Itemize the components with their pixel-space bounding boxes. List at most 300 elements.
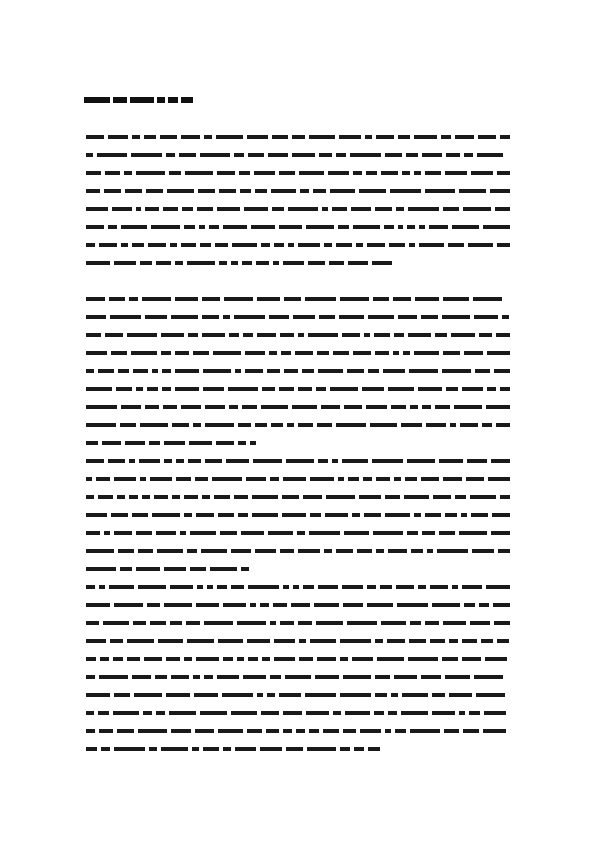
text-word [261,405,288,409]
text-word [113,657,123,661]
text-word [430,585,448,589]
text-word [131,351,158,355]
text-line [86,164,514,182]
text-word [167,189,194,193]
text-word [86,513,107,517]
text-word [298,621,312,625]
text-word [324,243,332,247]
title-word [113,97,127,103]
text-word [491,531,510,535]
text-word [262,657,270,661]
text-word [192,747,199,751]
text-word [407,459,435,463]
text-word [255,189,267,193]
text-word [287,423,294,427]
text-word [251,225,275,229]
text-word [187,261,215,265]
text-word [490,189,510,193]
text-word [125,189,143,193]
text-word [387,639,405,643]
text-word [161,333,184,337]
text-word [120,423,137,427]
text-word [140,423,168,427]
text-word [469,711,480,715]
text-word [388,387,414,391]
text-word [188,459,201,463]
text-word [396,207,404,211]
text-line [86,434,514,452]
text-word [269,315,289,319]
text-word [281,351,291,355]
text-word [430,639,445,643]
text-word [86,297,105,301]
text-word [332,207,347,211]
text-word [318,585,338,589]
text-word [247,135,268,139]
text-word [261,243,270,247]
text-word [164,441,185,445]
text-word [385,729,391,733]
text-word [497,243,510,247]
text-word [188,333,198,337]
text-line [86,704,514,722]
text-word [201,549,227,553]
text-word [136,531,153,535]
text-word [136,171,166,175]
text-word [149,441,160,445]
text-line [86,344,514,362]
text-word [292,153,315,157]
text-word [134,693,162,697]
text-word [347,621,378,625]
text-word [241,567,249,571]
text-word [491,459,510,463]
text-line [86,470,514,488]
text-word [449,639,458,643]
text-word [398,315,417,319]
text-word [124,171,132,175]
text-word [375,639,383,643]
text-word [104,189,121,193]
text-word [269,351,277,355]
text-word [138,549,153,553]
text-word [479,603,489,607]
text-word [172,423,189,427]
text-word [298,333,304,337]
text-word [393,297,411,301]
text-word [86,657,96,661]
text-word [86,333,101,337]
text-word [150,621,166,625]
text-word [217,171,235,175]
text-word [114,477,136,481]
text-line [86,506,514,524]
text-word [156,261,171,265]
text-word [446,153,460,157]
text-word [136,567,160,571]
text-word [252,513,278,517]
text-word [196,657,219,661]
text-word [200,711,227,715]
text-word [255,549,276,553]
text-word [313,189,326,193]
text-word [305,297,336,301]
text-word [86,441,98,445]
text-word [448,243,465,247]
text-word [121,405,142,409]
text-word [445,675,470,679]
text-word [410,405,418,409]
text-word [398,225,404,229]
text-word [175,261,183,265]
text-word [303,585,314,589]
text-word [309,135,335,139]
text-word [99,585,105,589]
text-word [242,261,252,265]
text-word [303,495,322,499]
text-line [86,398,514,416]
text-word [342,585,363,589]
text-line [86,182,514,200]
text-word [343,603,364,607]
text-word [363,477,372,481]
text-word [160,135,177,139]
text-word [246,477,267,481]
text-word [204,621,233,625]
text-word [157,549,183,553]
text-word [86,747,97,751]
text-word [427,549,433,553]
text-word [268,153,288,157]
text-word [86,351,107,355]
text-word [409,243,415,247]
text-word [443,621,467,625]
text-word [459,189,487,193]
text-word [462,387,483,391]
text-word [476,693,505,697]
text-word [432,603,461,607]
text-word [200,243,211,247]
text-word [86,585,95,589]
text-word [471,171,493,175]
text-word [142,297,171,301]
text-line [86,254,514,272]
text-word [353,351,372,355]
text-word [410,621,421,625]
text-word [297,531,305,535]
text-word [468,243,493,247]
text-word [419,243,444,247]
paragraph-gap [86,272,514,290]
text-word [293,585,299,589]
text-word [86,567,116,571]
text-word [385,513,410,517]
text-word [151,225,180,229]
text-word [414,135,437,139]
text-word [187,639,214,643]
text-word [144,657,162,661]
text-word [150,477,172,481]
text-word [179,153,196,157]
text-word [271,423,283,427]
text-word [479,333,492,337]
text-word [152,513,180,517]
text-word [234,315,265,319]
text-word [374,711,384,715]
text-word [86,459,104,463]
text-word [336,153,346,157]
text-word [222,693,253,697]
text-word [127,333,158,337]
text-word [146,189,163,193]
text-word [257,333,276,337]
text-word [202,495,210,499]
text-word [244,207,269,211]
text-word [366,171,377,175]
text-word [405,477,417,481]
text-word [162,369,171,373]
text-word [422,531,435,535]
title-word [84,97,110,103]
text-word [270,621,276,625]
text-word [462,585,482,589]
text-word [401,711,428,715]
text-word [145,405,159,409]
text-word [215,243,228,247]
text-word [256,261,269,265]
text-word [408,207,439,211]
text-word [496,423,510,427]
text-word [100,657,109,661]
text-word [220,531,237,535]
text-word [478,135,496,139]
text-word [142,495,151,499]
text-word [319,315,335,319]
text-word [199,225,205,229]
text-word [415,297,439,301]
text-word [450,423,457,427]
text-word [238,513,249,517]
text-word [425,189,455,193]
text-word [336,549,353,553]
text-word [86,729,95,733]
text-word [279,225,302,229]
text-word [228,387,259,391]
text-word [467,459,487,463]
text-word [474,675,503,679]
text-word [205,423,234,427]
text-word [114,603,144,607]
text-word [231,261,238,265]
text-line [86,146,514,164]
text-word [485,657,507,661]
text-word [443,351,460,355]
text-word [443,477,462,481]
text-word [367,243,385,247]
text-word [216,135,244,139]
text-word [108,135,128,139]
text-word [140,261,152,265]
text-word [366,405,387,409]
text-word [459,711,465,715]
text-word [105,333,123,337]
text-word [133,621,147,625]
text-word [477,153,503,157]
text-word [298,387,312,391]
text-word [238,423,252,427]
text-word [99,243,117,247]
text-word [110,639,123,643]
text-word [86,477,92,481]
text-word [170,243,177,247]
text-word [338,225,349,229]
text-word [380,585,392,589]
text-word [292,405,317,409]
title-word [168,97,178,103]
text-word [181,135,200,139]
text-word [110,315,141,319]
text-word [455,495,467,499]
text-word [86,261,110,265]
text-word [300,189,309,193]
text-word [318,369,343,373]
text-word [286,747,303,751]
text-word [375,693,387,697]
text-word [245,351,265,355]
text-word [296,729,305,733]
text-word [283,729,292,733]
text-word [292,135,305,139]
text-line [86,290,514,308]
text-word [111,513,128,517]
text-word [368,747,380,751]
text-word [164,459,172,463]
text-word [169,711,196,715]
text-word [231,549,251,553]
text-word [223,225,247,229]
text-word [176,459,184,463]
text-word [111,351,127,355]
text-word [172,495,180,499]
text-word [404,495,429,499]
text-word [205,459,222,463]
text-word [345,711,370,715]
text-line [86,326,514,344]
text-word [217,207,240,211]
text-word [352,657,373,661]
text-word [340,639,371,643]
text-word [464,153,473,157]
text-line [86,650,514,668]
text-word [317,351,329,355]
text-word [156,711,165,715]
text-word [114,693,130,697]
text-word [86,531,100,535]
text-word [307,747,336,751]
text-word [237,621,267,625]
text-word [321,405,340,409]
text-word [462,657,481,661]
text-word [171,675,189,679]
text-word [284,369,298,373]
text-word [224,297,253,301]
text-word [494,369,510,373]
text-word [408,333,431,337]
text-word [86,693,110,697]
text-line [86,542,514,560]
text-word [248,585,279,589]
text-word [241,531,265,535]
text-word [279,171,295,175]
text-word [293,315,315,319]
text-word [389,243,405,247]
text-word [443,297,469,301]
text-word [235,369,241,373]
text-word [377,657,404,661]
text-word [309,531,340,535]
text-word [166,153,175,157]
text-word [283,261,304,265]
text-word [200,153,230,157]
text-word [162,387,171,391]
text-word [99,675,128,679]
text-word [144,135,156,139]
text-word [451,333,476,337]
text-word [376,135,394,139]
text-word [316,621,343,625]
text-word [286,459,314,463]
text-word [471,513,488,517]
text-word [483,225,510,229]
text-word [333,351,349,355]
text-word [375,351,389,355]
text-word [285,675,311,679]
text-word [332,459,338,463]
text-word [239,171,251,175]
text-word [432,693,445,697]
text-word [158,639,183,643]
text-line [86,668,514,686]
text-word [204,675,213,679]
text-word [407,225,415,229]
text-word [330,387,359,391]
text-line [86,200,514,218]
text-word [394,675,417,679]
text-word [166,657,180,661]
text-word [298,549,320,553]
text-word [330,189,355,193]
text-word [314,603,339,607]
text-word [344,531,370,535]
text-word [410,729,440,733]
text-word [196,603,219,607]
text-word [461,513,467,517]
text-word [395,729,406,733]
text-word [437,549,468,553]
text-word [237,657,244,661]
text-word [248,657,258,661]
text-word [309,729,319,733]
text-word [247,729,262,733]
text-word [223,747,231,751]
text-word [421,675,441,679]
text-word [86,225,104,229]
text-word [229,333,239,337]
text-word [184,495,198,499]
text-word [500,495,510,499]
text-word [203,747,219,751]
text-word [86,675,95,679]
